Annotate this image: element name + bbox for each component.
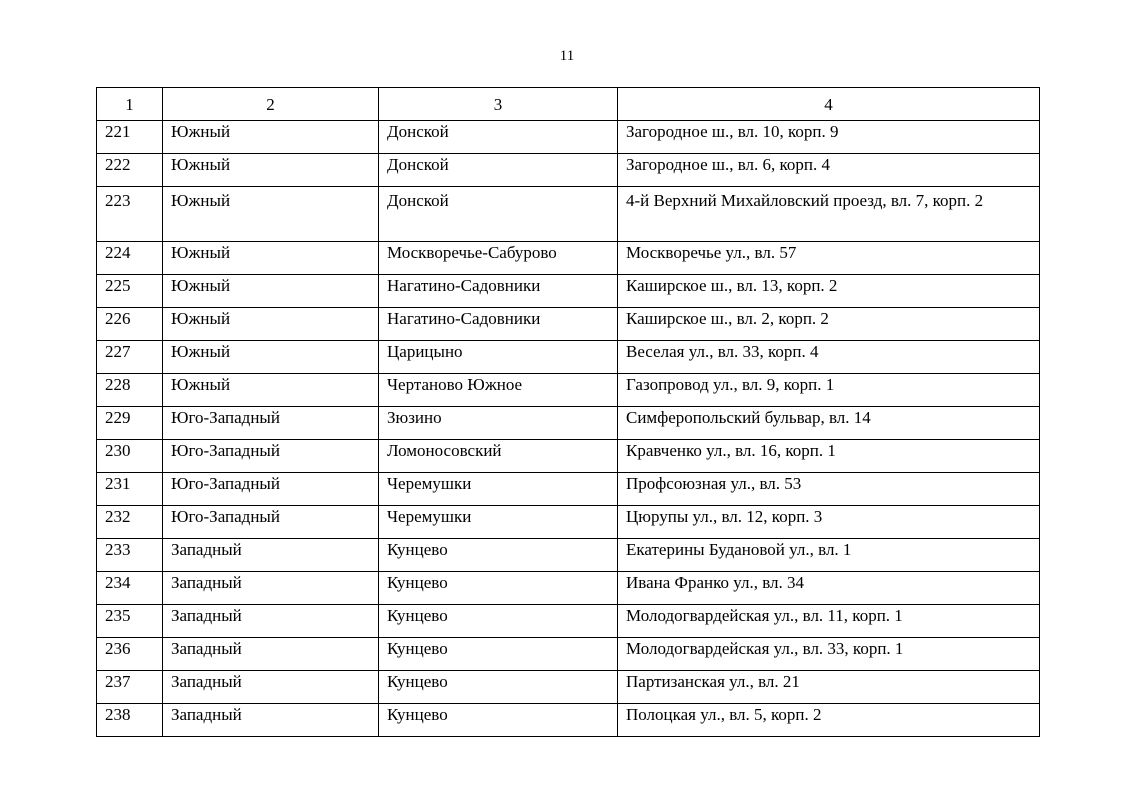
district-cell: Южный [163,121,379,154]
column-header-2: 2 [163,88,379,121]
district-cell: Южный [163,275,379,308]
area-cell: Царицыно [379,341,618,374]
table-row [97,440,1040,473]
address-cell: Молодогвардейская ул., вл. 11, корп. 1 [618,605,1040,638]
address-cell: Полоцкая ул., вл. 5, корп. 2 [618,704,1040,737]
address-cell: 4-й Верхний Михайловский проезд, вл. 7, корп. 2 [618,187,1040,242]
row-number-cell: 225 [97,275,163,308]
area-cell: Ломоносовский [379,440,618,473]
address-cell: Газопровод ул., вл. 9, корп. 1 [618,374,1040,407]
district-cell: Южный [163,187,379,242]
address-cell: Каширское ш., вл. 2, корп. 2 [618,308,1040,341]
column-header-4: 4 [618,88,1040,121]
address-cell: Партизанская ул., вл. 21 [618,671,1040,704]
address-cell: Кравченко ул., вл. 16, корп. 1 [618,440,1040,473]
area-cell: Нагатино-Садовники [379,275,618,308]
row-number-cell: 231 [97,473,163,506]
table-row [97,638,1040,671]
area-cell: Кунцево [379,638,618,671]
address-cell: Веселая ул., вл. 33, корп. 4 [618,341,1040,374]
area-cell: Черемушки [379,506,618,539]
address-cell: Профсоюзная ул., вл. 53 [618,473,1040,506]
table-row [97,473,1040,506]
row-number-cell: 223 [97,187,163,242]
area-cell: Нагатино-Садовники [379,308,618,341]
area-cell: Кунцево [379,671,618,704]
table-row [97,374,1040,407]
district-cell: Южный [163,308,379,341]
row-number-cell: 235 [97,605,163,638]
area-cell: Черемушки [379,473,618,506]
area-cell: Кунцево [379,572,618,605]
table-row [97,341,1040,374]
area-cell: Кунцево [379,704,618,737]
row-number-cell: 232 [97,506,163,539]
table-row [97,407,1040,440]
district-cell: Западный [163,671,379,704]
table-row [97,506,1040,539]
address-cell: Каширское ш., вл. 13, корп. 2 [618,275,1040,308]
row-number-cell: 221 [97,121,163,154]
column-header-1: 1 [97,88,163,121]
address-cell: Москворечье ул., вл. 57 [618,242,1040,275]
district-cell: Западный [163,572,379,605]
row-number-cell: 226 [97,308,163,341]
page-number: 11 [559,48,575,64]
district-cell: Южный [163,341,379,374]
district-cell: Южный [163,242,379,275]
district-cell: Западный [163,605,379,638]
address-cell: Молодогвардейская ул., вл. 33, корп. 1 [618,638,1040,671]
row-number-cell: 233 [97,539,163,572]
table-row [97,275,1040,308]
table-row [97,121,1040,154]
district-cell: Юго-Западный [163,440,379,473]
district-cell: Западный [163,539,379,572]
area-cell: Кунцево [379,605,618,638]
row-number-cell: 228 [97,374,163,407]
address-cell: Екатерины Будановой ул., вл. 1 [618,539,1040,572]
address-cell: Ивана Франко ул., вл. 34 [618,572,1040,605]
table-row [97,154,1040,187]
table-row [97,671,1040,704]
row-number-cell: 224 [97,242,163,275]
table-row [97,572,1040,605]
district-cell: Западный [163,638,379,671]
area-cell: Донской [379,121,618,154]
row-number-cell: 230 [97,440,163,473]
column-header-3: 3 [379,88,618,121]
table-row [97,605,1040,638]
table-row [97,539,1040,572]
district-cell: Юго-Западный [163,506,379,539]
district-cell: Южный [163,374,379,407]
district-cell: Юго-Западный [163,407,379,440]
table-row [97,704,1040,737]
table-header-row [97,88,1040,121]
area-cell: Москворечье-Сабурово [379,242,618,275]
table-row [97,187,1040,242]
district-cell: Юго-Западный [163,473,379,506]
row-number-cell: 237 [97,671,163,704]
area-cell: Кунцево [379,539,618,572]
area-cell: Зюзино [379,407,618,440]
area-cell: Донской [379,187,618,242]
row-number-cell: 229 [97,407,163,440]
table-row [97,308,1040,341]
table-body [97,121,1040,737]
address-cell: Загородное ш., вл. 10, корп. 9 [618,121,1040,154]
area-cell: Донской [379,154,618,187]
row-number-cell: 238 [97,704,163,737]
address-table [96,87,1040,737]
address-cell: Цюрупы ул., вл. 12, корп. 3 [618,506,1040,539]
row-number-cell: 222 [97,154,163,187]
row-number-cell: 234 [97,572,163,605]
table-row [97,242,1040,275]
row-number-cell: 236 [97,638,163,671]
district-cell: Западный [163,704,379,737]
row-number-cell: 227 [97,341,163,374]
district-cell: Южный [163,154,379,187]
address-cell: Симферопольский бульвар, вл. 14 [618,407,1040,440]
area-cell: Чертаново Южное [379,374,618,407]
address-cell: Загородное ш., вл. 6, корп. 4 [618,154,1040,187]
